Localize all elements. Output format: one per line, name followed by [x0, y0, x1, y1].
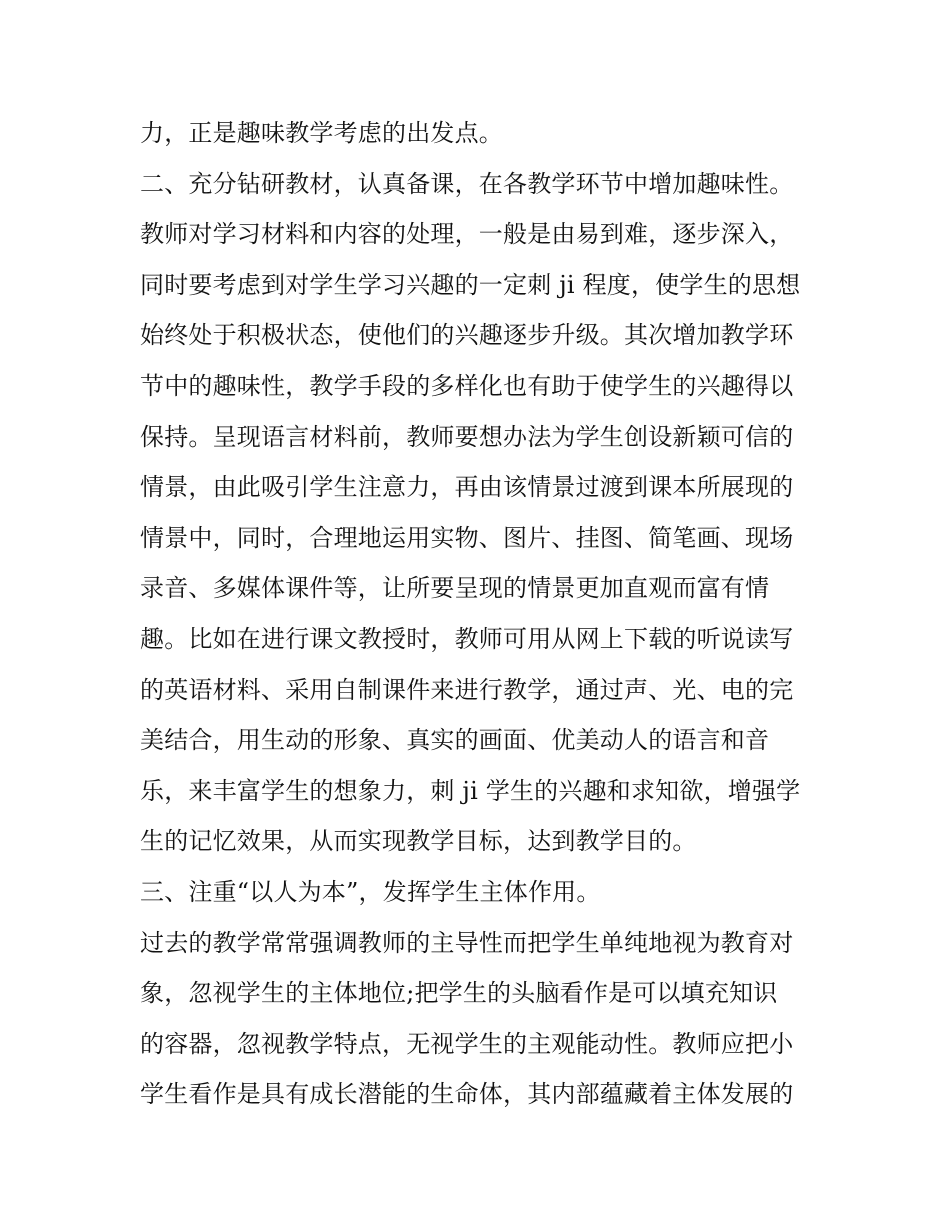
- section-heading-3: 三、注重“以人为本”，发挥学生主体作用。: [140, 877, 601, 906]
- text-line: 保持。呈现语言材料前，教师要想办法为学生创设新颖可信的: [140, 422, 794, 451]
- text-line: 同时要考虑到对学生学习兴趣的一定刺 ji 程度，使学生的思想: [140, 270, 801, 299]
- text-line: 乐，来丰富学生的想象力，刺 ji 学生的兴趣和求知欲，增强学: [140, 776, 801, 805]
- text-line: 力，正是趣味教学考虑的出发点。: [140, 119, 503, 147]
- text-line: 过去的教学常常强调教师的主导性而把学生单纯地视为教育对: [140, 928, 794, 957]
- text-line: 生的记忆效果，从而实现教学目标，达到教学目的。: [140, 827, 697, 856]
- text-line: 象，忽视学生的主体地位;把学生的头脑看作是可以填充知识: [140, 979, 778, 1008]
- text-line: 美结合，用生动的形象、真实的画面、优美动人的语言和音: [140, 726, 770, 755]
- text-line: 的英语材料、采用自制课件来进行教学，通过声、光、电的完: [140, 675, 794, 704]
- text-line: 的容器，忽视教学特点，无视学生的主观能动性。教师应把小: [140, 1029, 794, 1058]
- text-line: 节中的趣味性，教学手段的多样化也有助于使学生的兴趣得以: [140, 371, 794, 400]
- text-line: 录音、多媒体课件等，让所要呈现的情景更加直观而富有情: [140, 574, 770, 603]
- text-line: 始终处于积极状态，使他们的兴趣逐步升级。其次增加教学环: [140, 321, 794, 350]
- text-line: 情景，由此吸引学生注意力，再由该情景过渡到课本所展现的: [140, 473, 794, 502]
- section-heading-2: 二、充分钻研教材，认真备课，在各教学环节中增加趣味性。: [140, 169, 794, 198]
- text-line: 教师对学习材料和内容的处理，一般是由易到难，逐步深入，: [140, 220, 794, 249]
- text-line: 学生看作是具有成长潜能的生命体，其内部蕴藏着主体发展的: [140, 1080, 794, 1109]
- body-text: [140, 108, 830, 1120]
- text-line: 趣。比如在进行课文教授时，教师可用从网上下载的听说读写: [140, 624, 794, 653]
- text-line: 情景中，同时，合理地运用实物、图片、挂图、简笔画、现场: [140, 523, 794, 552]
